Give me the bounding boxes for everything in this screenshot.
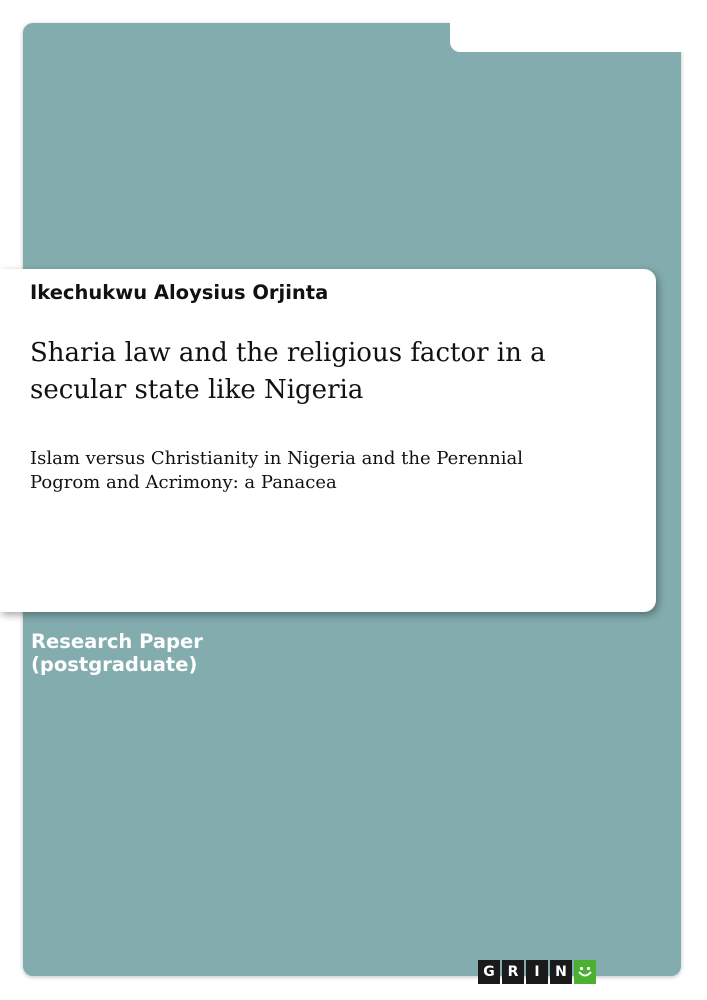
cover-notch [450,14,695,52]
book-title-line-2: secular state like Nigeria [30,375,364,405]
book-subtitle-line-1: Islam versus Christianity in Nigeria and the Perennial [30,448,523,469]
document-type-line-1: Research Paper [31,630,203,653]
book-title-line-1: Sharia law and the religious factor in a [30,338,546,368]
book-title [30,335,630,409]
smile-icon [574,960,596,984]
grin-logo [478,960,596,984]
logo-letter-g: G [478,960,500,984]
logo-letter-n: N [550,960,572,984]
title-card [0,269,656,612]
book-subtitle-line-2: Pogrom and Acrimony: a Panacea [30,472,337,493]
document-type-line-2: (postgraduate) [31,653,198,676]
book-subtitle [30,447,630,495]
logo-letter-r: R [502,960,524,984]
author-name: Ikechukwu Aloysius Orjinta [30,281,329,304]
document-type [31,630,203,676]
logo-letter-i: I [526,960,548,984]
